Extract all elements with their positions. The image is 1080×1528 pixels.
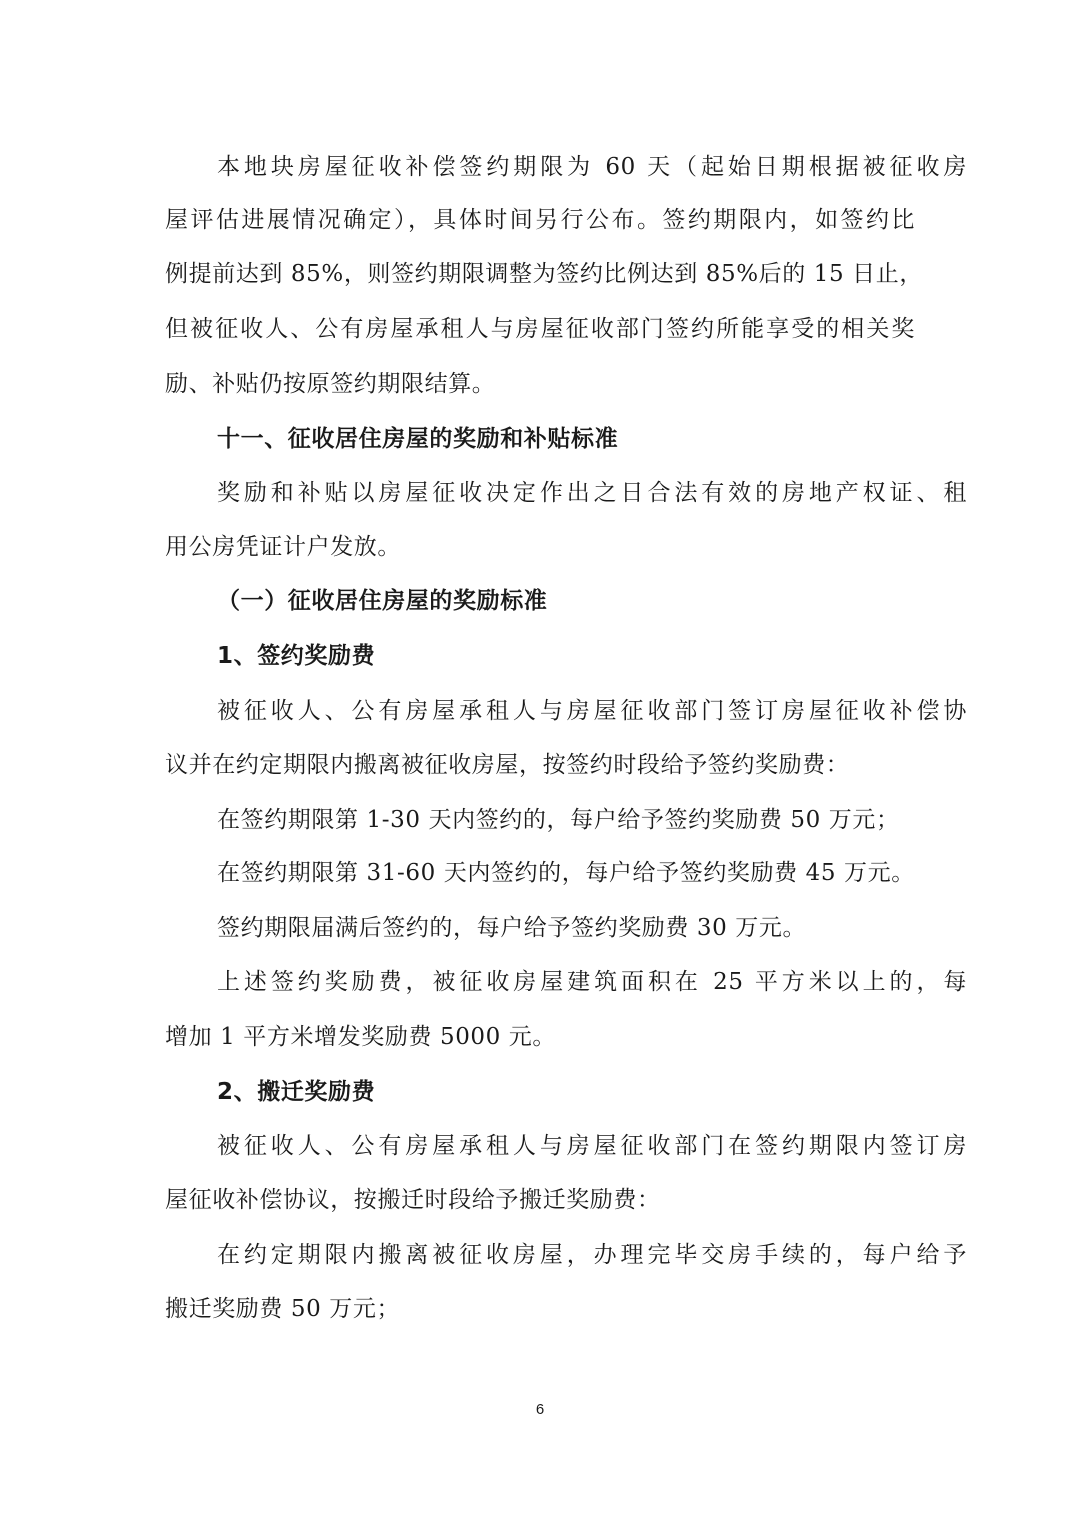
item-heading: 1、签约奖励费 xyxy=(217,643,376,669)
paragraph-line: 本地块房屋征收补偿签约期限为 60 天（起始日期根据被征收房 xyxy=(217,154,967,180)
paragraph-line: 在签约期限第 31-60 天内签约的，每户给予签约奖励费 45 万元。 xyxy=(217,860,915,886)
paragraph-line: 屋征收补偿协议，按搬迁时段给予搬迁奖励费： xyxy=(165,1187,661,1213)
paragraph-line: 上述签约奖励费，被征收房屋建筑面积在 25 平方米以上的，每 xyxy=(217,969,967,995)
paragraph-line: 搬迁奖励费 50 万元； xyxy=(165,1296,401,1322)
paragraph-line: 屋评估进展情况确定），具体时间另行公布。签约期限内，如签约比 xyxy=(165,207,915,233)
page-number: 6 xyxy=(535,1401,545,1418)
paragraph-line: 例提前达到 85%，则签约期限调整为签约比例达到 85%后的 15 日止， xyxy=(165,261,923,287)
paragraph-line: 但被征收人、公有房屋承租人与房屋征收部门签约所能享受的相关奖 xyxy=(165,316,915,342)
section-heading: 十一、征收居住房屋的奖励和补贴标准 xyxy=(217,426,619,452)
paragraph-line: 励、补贴仍按原签约期限结算。 xyxy=(165,371,496,397)
paragraph-line: 议并在约定期限内搬离被征收房屋，按签约时段给予签约奖励费： xyxy=(165,752,850,778)
paragraph-line: 被征收人、公有房屋承租人与房屋征收部门签订房屋征收补偿协 xyxy=(217,698,967,724)
paragraph-line: 奖励和补贴以房屋征收决定作出之日合法有效的房地产权证、租 xyxy=(217,480,967,506)
paragraph-line: 被征收人、公有房屋承租人与房屋征收部门在签约期限内签订房 xyxy=(217,1133,967,1159)
paragraph-line: 在约定期限内搬离被征收房屋，办理完毕交房手续的，每户给予 xyxy=(217,1242,967,1268)
paragraph-line: 用公房凭证计户发放。 xyxy=(165,534,401,560)
paragraph-line: 增加 1 平方米增发奖励费 5000 元。 xyxy=(165,1024,557,1050)
subsection-heading: （一）征收居住房屋的奖励标准 xyxy=(217,588,548,614)
item-heading: 2、搬迁奖励费 xyxy=(217,1079,376,1105)
paragraph-line: 在签约期限第 1-30 天内签约的，每户给予签约奖励费 50 万元； xyxy=(217,807,900,833)
paragraph-line: 签约期限届满后签约的，每户给予签约奖励费 30 万元。 xyxy=(217,915,807,941)
